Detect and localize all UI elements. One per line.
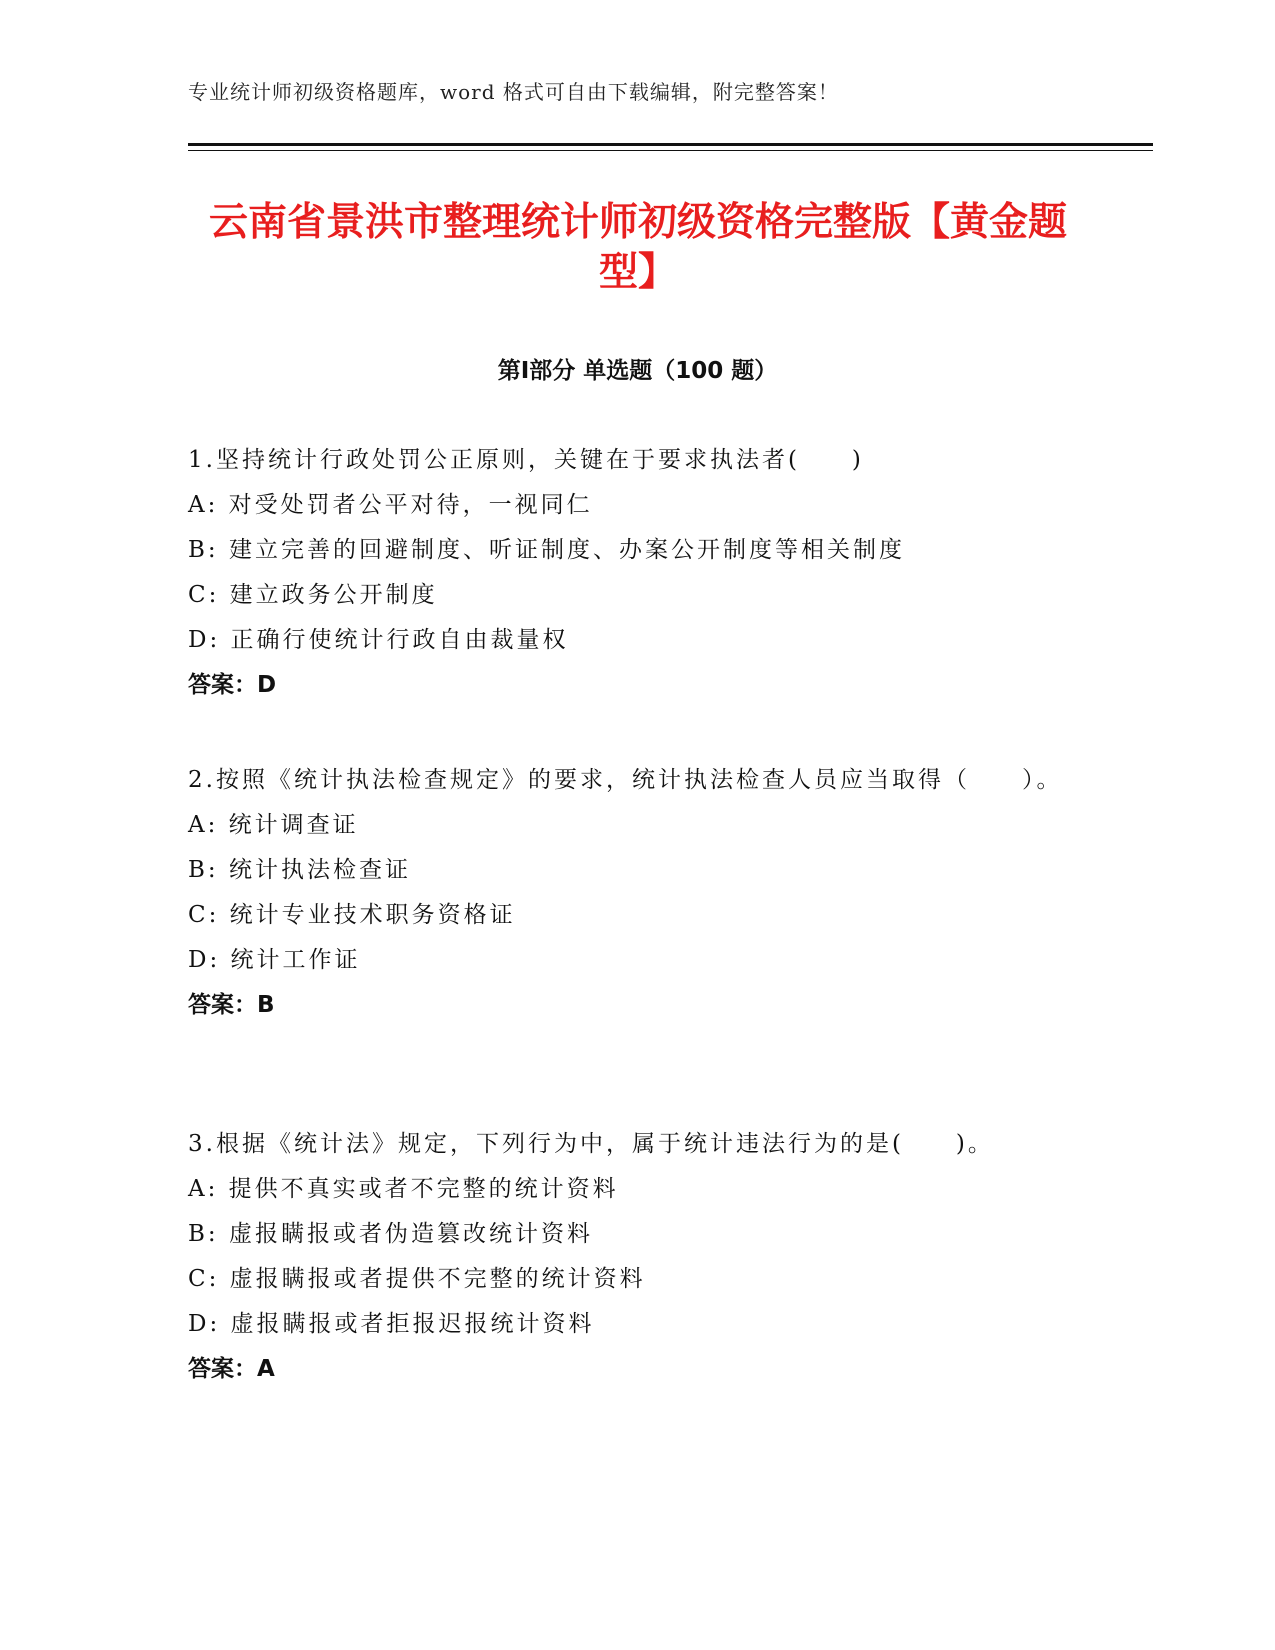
option-c: C: 建立政务公开制度 xyxy=(188,582,438,608)
option-b: B: 虚报瞒报或者伪造篡改统计资料 xyxy=(188,1221,593,1247)
header-rule-thick xyxy=(188,143,1153,146)
question-stem: 1.坚持统计行政处罚公正原则，关键在于要求执法者( ) xyxy=(188,447,864,473)
option-b: B: 建立完善的回避制度、听证制度、办案公开制度等相关制度 xyxy=(188,537,905,563)
option-d: D: 虚报瞒报或者拒报迟报统计资料 xyxy=(188,1311,595,1337)
section-heading: 第Ⅰ部分 单选题（100 题） xyxy=(497,358,778,384)
document-title: 云南省景洪市整理统计师初级资格完整版【黄金题型】 xyxy=(208,200,1067,295)
option-c: C: 统计专业技术职务资格证 xyxy=(188,902,516,928)
header-note: 专业统计师初级资格题库，word 格式可自由下载编辑，附完整答案！ xyxy=(188,80,839,104)
question-2 xyxy=(188,758,1068,1028)
option-a: A: 对受处罚者公平对待，一视同仁 xyxy=(188,492,593,518)
option-a: A: 统计调查证 xyxy=(188,812,359,838)
answer: 答案：B xyxy=(188,992,275,1018)
option-d: D: 正确行使统计行政自由裁量权 xyxy=(188,627,569,653)
header-rule-thin xyxy=(188,150,1153,151)
question-stem: 3.根据《统计法》规定，下列行为中，属于统计违法行为的是( )。 xyxy=(188,1131,994,1157)
answer: 答案：D xyxy=(188,672,277,698)
question-3 xyxy=(188,1122,1068,1392)
option-d: D: 统计工作证 xyxy=(188,947,361,973)
option-b: B: 统计执法检查证 xyxy=(188,857,411,883)
option-c: C: 虚报瞒报或者提供不完整的统计资料 xyxy=(188,1266,646,1292)
question-stem: 2.按照《统计执法检查规定》的要求，统计执法检查人员应当取得（ ）。 xyxy=(188,767,1063,793)
answer: 答案：A xyxy=(188,1356,275,1382)
question-1 xyxy=(188,438,1068,708)
option-a: A: 提供不真实或者不完整的统计资料 xyxy=(188,1176,619,1202)
